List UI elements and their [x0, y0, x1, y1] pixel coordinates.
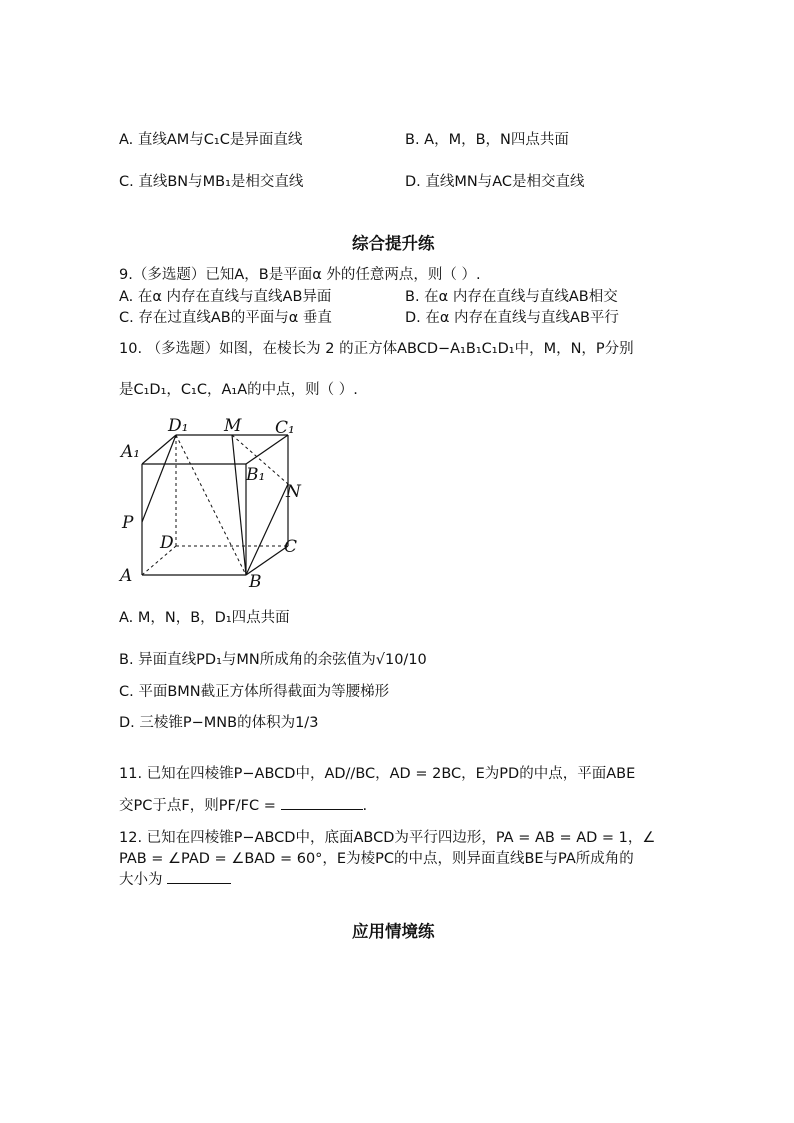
q9-option-c: C. 存在过直线AB的平面与α 垂直	[119, 310, 332, 326]
q10-stem-line2: 是C₁D₁，C₁C，A₁A的中点，则（ ）.	[119, 382, 358, 398]
edge-b1c1	[246, 435, 288, 464]
hidden-segment-d1b	[176, 435, 246, 575]
q10-stem-line1: 10. （多选题）如图，在棱长为 2 的正方体ABCD−A₁B₁C₁D₁中，M，N，P分别	[119, 341, 634, 357]
label-c1: C₁	[275, 418, 295, 438]
label-d: D	[160, 533, 174, 553]
q12-line2: PAB = ∠PAD = ∠BAD = 60°，E为棱PC的中点，则异面直线BE与PA所成角的	[119, 851, 634, 867]
prev-option-d: D. 直线MN与AC是相交直线	[405, 174, 585, 190]
segment-pd1	[142, 435, 176, 522]
section-title-comprehensive: 综合提升练	[352, 234, 435, 253]
q11-answer-blank[interactable]	[281, 795, 363, 810]
label-n: N	[286, 482, 301, 502]
q12-line3-text: 大小为	[119, 872, 163, 888]
segment-bn	[246, 484, 288, 575]
label-a1: A₁	[121, 442, 141, 462]
q9-option-a: A. 在α 内存在直线与直线AB异面	[119, 289, 332, 305]
q11-line2	[119, 794, 367, 815]
prev-option-a: A. 直线AM与C₁C是异面直线	[119, 132, 303, 148]
q9-option-b: B. 在α 内存在直线与直线AB相交	[405, 289, 618, 305]
label-p: P	[122, 513, 134, 533]
cube-figure	[118, 412, 318, 592]
label-b1: B₁	[246, 465, 266, 485]
label-c: C	[284, 537, 298, 557]
q11-line1: 11. 已知在四棱锥P−ABCD中，AD//BC，AD = 2BC，E为PD的中点，平面ABE	[119, 766, 636, 782]
q10-option-a: A. M，N，B，D₁四点共面	[119, 610, 290, 626]
q11-line2-text: 交PC于点F，则PF/FC =	[119, 798, 276, 814]
q12-line3	[119, 868, 231, 889]
label-b: B	[249, 572, 262, 592]
prev-option-c: C. 直线BN与MB₁是相交直线	[119, 174, 304, 190]
q11-line2-end: .	[362, 798, 368, 814]
q10-option-b: B. 异面直线PD₁与MN所成角的余弦值为√10/10	[119, 652, 427, 668]
segment-mb	[232, 435, 246, 575]
q10-option-d: D. 三棱锥P−MNB的体积为1/3	[119, 715, 319, 731]
q10-option-c: C. 平面BMN截正方体所得截面为等腰梯形	[119, 684, 390, 700]
q12-answer-blank[interactable]	[167, 869, 231, 884]
section-title-application: 应用情境练	[352, 922, 435, 941]
q12-line1: 12. 已知在四棱锥P−ABCD中，底面ABCD为平行四边形，PA = AB = AD = 1，∠	[119, 830, 656, 846]
label-a: A	[120, 566, 133, 586]
label-d1: D₁	[168, 416, 189, 436]
prev-option-b: B. A，M，B，N四点共面	[405, 132, 569, 148]
label-m: M	[224, 416, 242, 436]
q9-stem: 9.（多选题）已知A，B是平面α 外的任意两点，则（ ）.	[119, 267, 481, 283]
q9-option-d: D. 在α 内存在直线与直线AB平行	[405, 310, 619, 326]
